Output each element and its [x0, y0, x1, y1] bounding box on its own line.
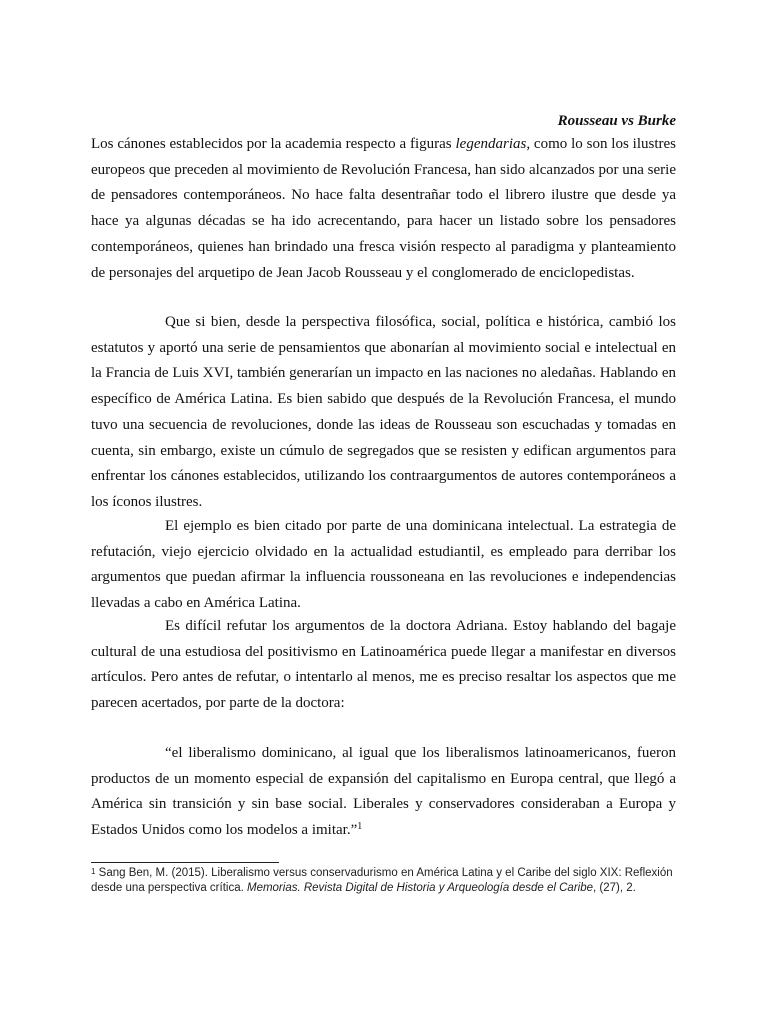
paragraph-1-text-start: Los cánones establecidos por la academia respecto a figuras	[91, 136, 456, 152]
paragraph-3: El ejemplo es bien citado por parte de una dominicana intelectual. La estrategia de refutación, viejo ejercicio olvidado en la actualidad estudiantil, es empleado para derribar los argumentos que puedan afirmar la influencia roussoneana en las revoluciones e independencias llevadas a cabo en América Latina.	[91, 518, 676, 612]
paragraph-2: Que si bien, desde la perspectiva filosófica, social, política e histórica, cambió los estatutos y aportó una serie de pensamientos que abonarían al movimiento social e intelectual en la Francia de Luis XVI, también generarían un impacto en las naciones no aledañas. Hablando en específico de América Latina. Es bien sabido que después de la Revolución Francesa, el mundo tuvo una secuencia de revoluciones, donde las ideas de Rousseau son escuchadas y tomadas en cuenta, sin embargo, existe un cúmulo de segregados que se resisten y edifican argumentos para enfrentar los cánones establecidos, utilizando los contraargumentos de autores contemporáneos a los íconos ilustres.	[91, 314, 676, 510]
paragraph-1	[91, 132, 676, 286]
document-title: Rousseau vs Burke	[557, 113, 676, 129]
footnote-text-end: , (27), 2.	[593, 882, 636, 894]
footnote-divider	[91, 862, 279, 863]
footnote-marker: 1	[91, 867, 96, 876]
quote-text: “el liberalismo dominicano, al igual que los liberalismos latinoamericanos, fueron productos de un momento especial de expansión del capitalismo en Europa central, que llegó a América sin transición y sin base social. Liberales y conservadores consideraban a Europa y Estados Unidos como los modelos a imitar.”	[91, 745, 676, 839]
paragraph-1-text-end: como lo son los ilustres europeos que preceden al movimiento de Revolución Francesa, han sido alcanzados por una serie de pensadores contemporáneos. No hace falta desentrañar todo el librero ilustre que desde ya hace ya algunas décadas se ha ido acrecentando, para hacer un listado sobre los pensadores contemporáneos, quienes han brindado una fresca visión respecto al paradigma y planteamiento de personajes del arquetipo de Jean Jacob Rousseau y el conglomerado de enciclopedistas.	[91, 136, 676, 281]
paragraph-1-emphasis: legendarias,	[455, 136, 531, 152]
footnote	[91, 866, 676, 896]
footnote-text-start: Sang Ben, M. (2015). Liberalismo versus conservadurismo en América Latina y el Caribe del siglo XIX: Reflexión desde una perspectiva crítica.	[91, 867, 673, 894]
footnote-reference[interactable]: 1	[357, 821, 363, 833]
block-quote	[91, 741, 676, 844]
paragraph-4: Es difícil refutar los argumentos de la doctora Adriana. Estoy hablando del bagaje cultural de una estudiosa del positivismo en Latinoamérica puede llegar a manifestar en diversos artículos. Pero antes de refutar, o intentarlo al menos, me es preciso resaltar los aspectos que me parecen acertados, por parte de la doctora:	[91, 618, 676, 712]
footnote-journal-title: Memorias. Revista Digital de Historia y Arqueología desde el Caribe	[246, 882, 593, 894]
